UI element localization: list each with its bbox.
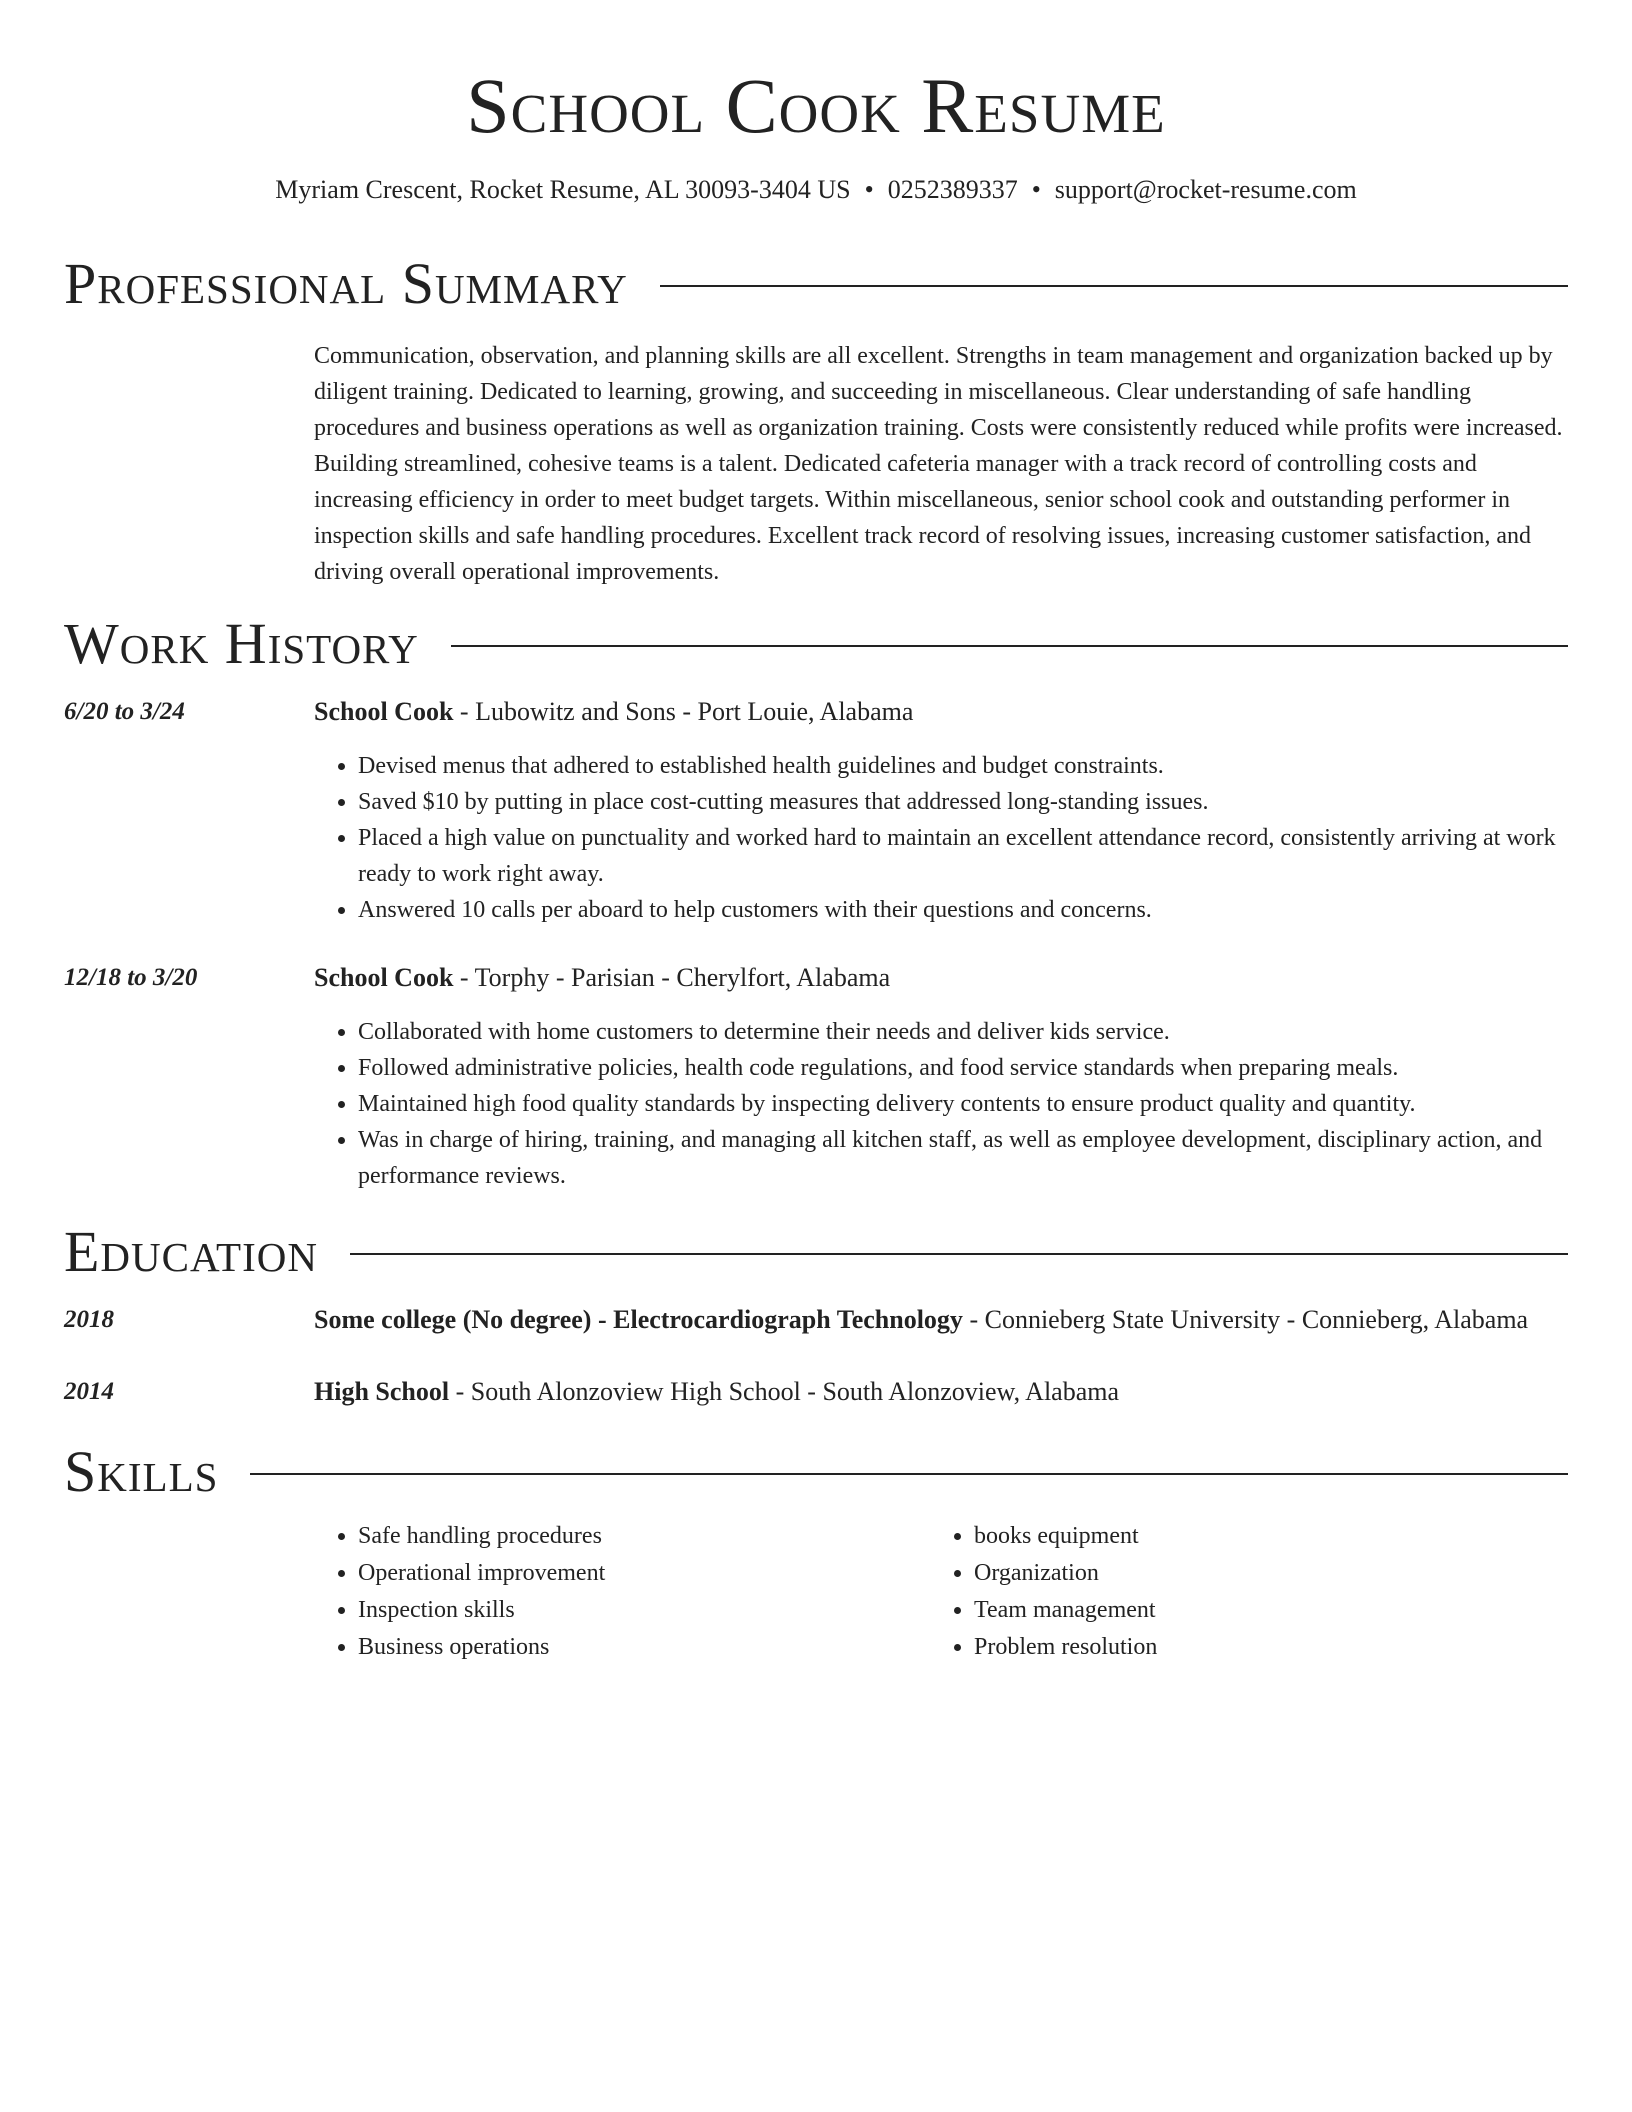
job-bullet: • Was in charge of hiring, training, and managing all kitchen staff, as well as employee development, disciplinary action, and performance reviews. (358, 1122, 1568, 1194)
job-bullet: • Devised menus that adhered to established health guidelines and budget constraints. (358, 748, 1568, 784)
skill-item: • Organization (974, 1555, 1534, 1592)
resume-title: School Cook Resume (466, 62, 1166, 149)
job-bullet: • Placed a high value on punctuality and worked hard to maintain an excellent attendance record, consistently arriving at work ready to work right away. (358, 820, 1568, 892)
summary-text: Communication, observation, and planning skills are all excellent. Strengths in team management and organization backed up by diligent training. Dedicated to learning, growing, and succeeding in miscellaneous. Clear understanding of safe handling procedures and business operations as well as organization training. Costs were consistently reduced while profits were increased. Building streamlined, cohesive teams is a talent. Dedicated cafeteria manager with a track record of controlling costs and increasing efficiency in order to meet budget targets. Within miscellaneous, senior school cook and outstanding performer in inspection skills and safe handling procedures. Excellent track record of resolving issues, increasing customer satisfaction, and driving overall operational improvements. (314, 343, 1563, 585)
job-title: School Cook (314, 963, 454, 992)
section-divider (451, 645, 1568, 647)
education-line (314, 1374, 1119, 1410)
skill-item: • Problem resolution (974, 1629, 1534, 1666)
job-bullet: • Answered 10 calls per aboard to help customers with their questions and concerns. (358, 892, 1568, 928)
section-divider (350, 1253, 1568, 1255)
work-section-header (64, 610, 1568, 678)
education-section-header (64, 1218, 1568, 1286)
section-divider (250, 1473, 1568, 1475)
skill-item: • Business operations (358, 1629, 918, 1666)
job-bullets (314, 1014, 1568, 1194)
contact-line (0, 172, 1632, 208)
contact-phone: 0252389337 (887, 175, 1018, 204)
education-details: - South Alonzoview High School - South Alonzoview, Alabama (449, 1377, 1120, 1406)
education-degree: High School (314, 1377, 450, 1406)
job-title: School Cook (314, 697, 454, 726)
skills-section-header (64, 1438, 1568, 1506)
skill-item: • Team management (974, 1592, 1534, 1629)
education-year: 2014 (64, 1378, 114, 1405)
contact-separator: • (864, 175, 874, 204)
job-title-line (314, 960, 890, 996)
skills-list-left (314, 1518, 918, 1666)
education-degree: Some college (No degree) - Electrocardiograph Technology (314, 1305, 963, 1334)
job-dates: 12/18 to 3/20 (64, 964, 198, 991)
job-details: - Torphy - Parisian - Cherylfort, Alabama (453, 963, 891, 992)
education-heading: Education (64, 1219, 318, 1284)
contact-email: support@rocket-resume.com (1054, 175, 1357, 204)
job-details: - Lubowitz and Sons - Port Louie, Alabama (453, 697, 914, 726)
education-line (314, 1302, 1528, 1338)
skill-item: • Inspection skills (358, 1592, 918, 1629)
job-dates: 6/20 to 3/24 (64, 698, 185, 725)
summary-section-header (64, 250, 1568, 318)
contact-address: Myriam Crescent, Rocket Resume, AL 30093-3404 US (275, 175, 851, 204)
job-bullet: • Maintained high food quality standards by inspecting delivery contents to ensure product quality and quantity. (358, 1086, 1568, 1122)
work-heading: Work History (64, 611, 419, 676)
skills-list-right (930, 1518, 1534, 1666)
education-year: 2018 (64, 1306, 114, 1333)
section-divider (660, 285, 1568, 287)
contact-separator: • (1031, 175, 1041, 204)
job-bullet: • Collaborated with home customers to determine their needs and deliver kids service. (358, 1014, 1568, 1050)
job-bullet: • Saved $10 by putting in place cost-cutting measures that addressed long-standing issues. (358, 784, 1568, 820)
education-details: - Connieberg State University - Connieberg, Alabama (962, 1305, 1529, 1334)
skill-item: • Safe handling procedures (358, 1518, 918, 1555)
job-bullet: • Followed administrative policies, health code regulations, and food service standards when preparing meals. (358, 1050, 1568, 1086)
job-bullets (314, 748, 1568, 928)
job-title-line (314, 694, 913, 730)
skill-item: • books equipment (974, 1518, 1534, 1555)
summary-heading: Professional Summary (64, 251, 628, 316)
skills-heading: Skills (64, 1439, 219, 1504)
skill-item: • Operational improvement (358, 1555, 918, 1592)
